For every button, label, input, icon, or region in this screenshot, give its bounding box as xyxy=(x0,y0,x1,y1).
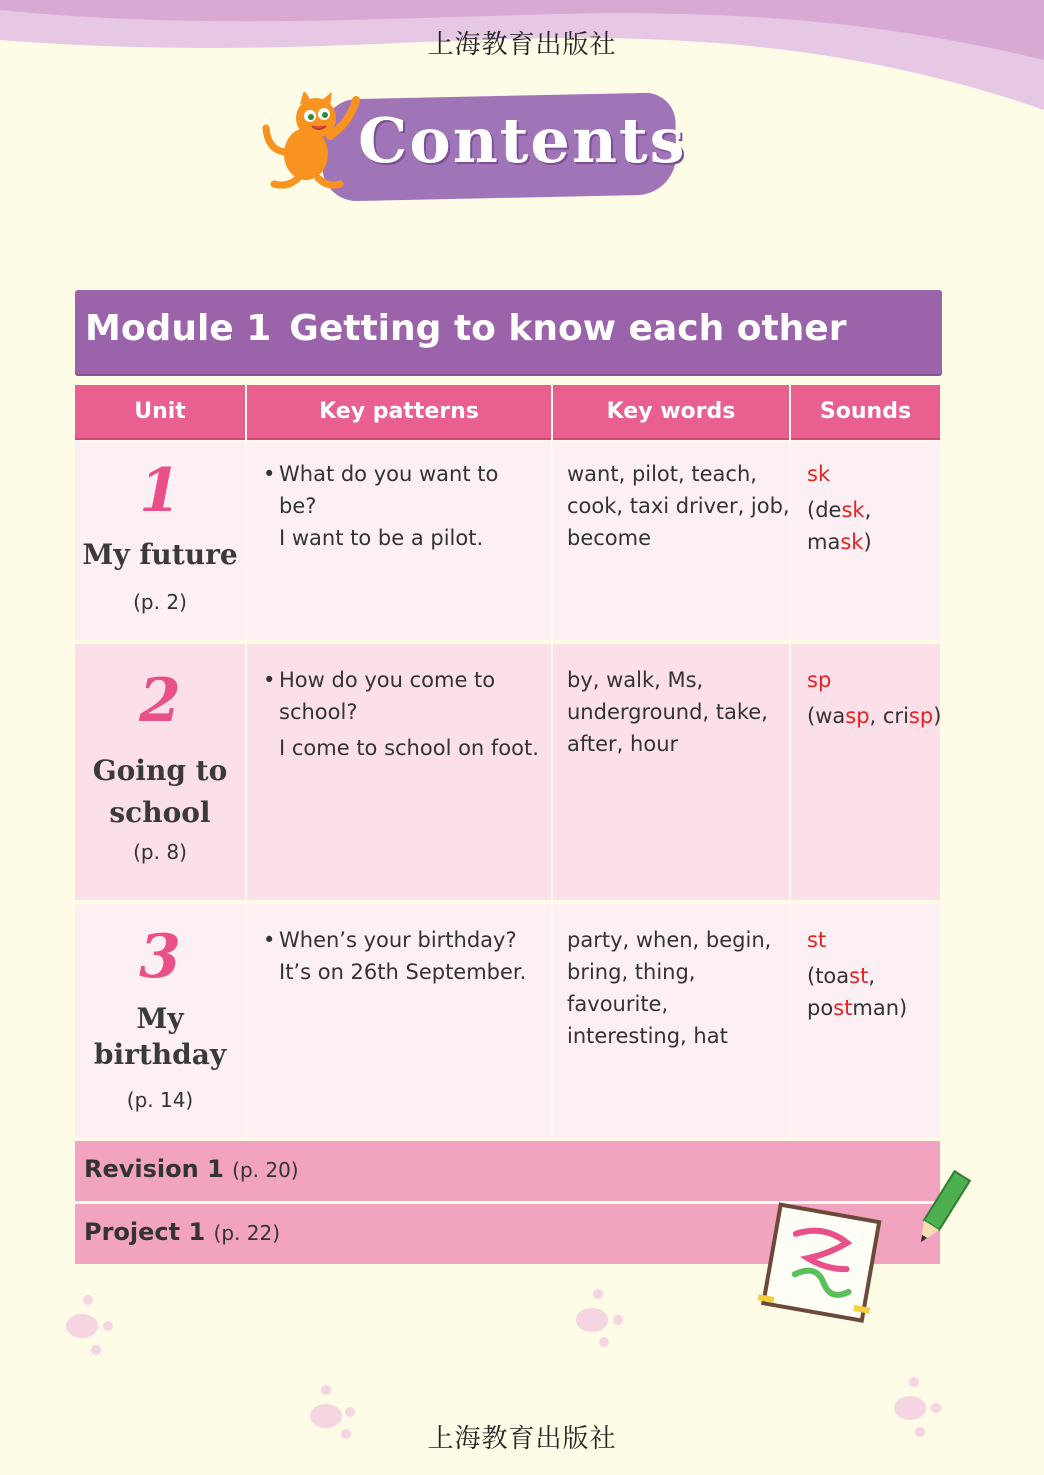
pattern-answer: It’s on 26th September. xyxy=(279,960,527,984)
unit-number: 1 xyxy=(139,456,181,526)
key-patterns-cell xyxy=(247,442,551,640)
header-unit: Unit xyxy=(75,385,245,438)
key-patterns-cell xyxy=(247,904,551,1138)
sounds-cell xyxy=(791,442,940,640)
pattern-question: When’s your birthday? xyxy=(279,928,517,952)
sound-example-highlight: st xyxy=(849,964,869,988)
header-sounds: Sounds xyxy=(791,385,940,438)
sounds-cell xyxy=(791,904,940,1138)
module-title xyxy=(85,308,846,349)
sound-example-text: cri xyxy=(882,704,909,728)
module-name: Getting to know each other xyxy=(289,308,847,349)
pattern-question-cont: school? xyxy=(279,700,358,724)
sound-example-text: ) xyxy=(933,704,942,728)
pattern-answer: I want to be a pilot. xyxy=(279,526,484,550)
unit-page: (p. 2) xyxy=(133,590,187,614)
sounds-cell xyxy=(791,644,940,900)
key-words: want, pilot, teach, cook, taxi driver, job, become xyxy=(567,462,790,550)
sound-example-highlight: sk xyxy=(841,498,865,522)
table-row xyxy=(75,904,940,1138)
sound-example-highlight: sk xyxy=(840,530,864,554)
unit-name: Going to xyxy=(92,754,228,787)
unit-cell xyxy=(75,904,245,1138)
sound-letters: sp xyxy=(807,668,832,692)
key-pattern: • What do you want to be? I want to be a pilot. xyxy=(263,458,553,554)
sound-example-text: ma xyxy=(807,530,841,554)
sound-example-text: (toa xyxy=(807,964,850,988)
unit-page: (p. 14) xyxy=(126,1088,194,1112)
contents-title: Contents xyxy=(358,104,687,177)
pencil-icon xyxy=(906,1168,976,1252)
sound-examples xyxy=(807,700,942,732)
sound-example-text: po xyxy=(807,996,834,1020)
sound-example-text: (de xyxy=(807,498,842,522)
header-key-patterns: Key patterns xyxy=(247,385,551,438)
paw-print-icon xyxy=(56,1290,126,1360)
revision-title: Revision 1 xyxy=(84,1155,224,1183)
unit-name: My xyxy=(136,1002,184,1035)
project-page: (p. 22) xyxy=(213,1221,280,1245)
header-key-words: Key words xyxy=(553,385,789,438)
cat-mascot-icon xyxy=(258,92,368,192)
pattern-answer: I come to school on foot. xyxy=(279,736,539,760)
key-words: by, walk, Ms, underground, take, after, hour xyxy=(567,668,768,756)
key-pattern: • When’s your birthday? It’s on 26th September. xyxy=(263,924,553,988)
module-header xyxy=(75,290,942,374)
sound-example-text: , xyxy=(868,964,876,988)
unit-name-cont: school xyxy=(109,796,211,829)
pattern-question: How do you come to xyxy=(279,668,496,692)
pattern-question: What do you want to xyxy=(279,462,499,486)
sound-examples xyxy=(807,960,942,1024)
key-words-cell xyxy=(553,904,789,1138)
publisher-name-bottom: 上海教育出版社 xyxy=(427,1424,617,1454)
sound-example-highlight: st xyxy=(833,996,853,1020)
table-header-row xyxy=(75,385,940,438)
project-label xyxy=(84,1218,280,1246)
unit-cell xyxy=(75,644,245,900)
sound-example-text: ) xyxy=(863,530,872,554)
key-pattern: • How do you come to school? I come to school on foot. xyxy=(263,664,553,764)
table-row xyxy=(75,644,940,900)
project-title: Project 1 xyxy=(84,1218,206,1246)
sound-example-text: (wa xyxy=(807,704,846,728)
sound-example-text: man) xyxy=(852,996,908,1020)
sound-example-highlight: sp xyxy=(845,704,870,728)
sound-example-text: , xyxy=(864,498,872,522)
unit-name-cont: birthday xyxy=(93,1038,227,1071)
pattern-question-cont: be? xyxy=(279,494,317,518)
unit-number: 2 xyxy=(139,666,181,736)
sound-examples xyxy=(807,494,942,558)
unit-name: My future xyxy=(82,538,238,571)
key-words-cell xyxy=(553,442,789,640)
unit-number: 3 xyxy=(139,922,181,992)
sound-example-highlight: sp xyxy=(908,704,934,728)
module-number: Module 1 xyxy=(85,308,272,349)
sound-example-text: , xyxy=(869,704,883,728)
key-words: party, when, begin, bring, thing, favourite, interesting, hat xyxy=(567,928,772,1048)
key-patterns-cell xyxy=(247,644,551,900)
sound-letters: sk xyxy=(807,462,831,486)
unit-page: (p. 8) xyxy=(133,840,187,864)
revision-page: (p. 20) xyxy=(232,1158,299,1182)
key-words-cell xyxy=(553,644,789,900)
revision-label xyxy=(84,1155,299,1183)
unit-cell xyxy=(75,442,245,640)
sound-letters: st xyxy=(807,928,827,952)
publisher-name-top: 上海教育出版社 xyxy=(427,30,617,60)
table-row xyxy=(75,442,940,640)
paw-print-icon xyxy=(566,1284,636,1354)
